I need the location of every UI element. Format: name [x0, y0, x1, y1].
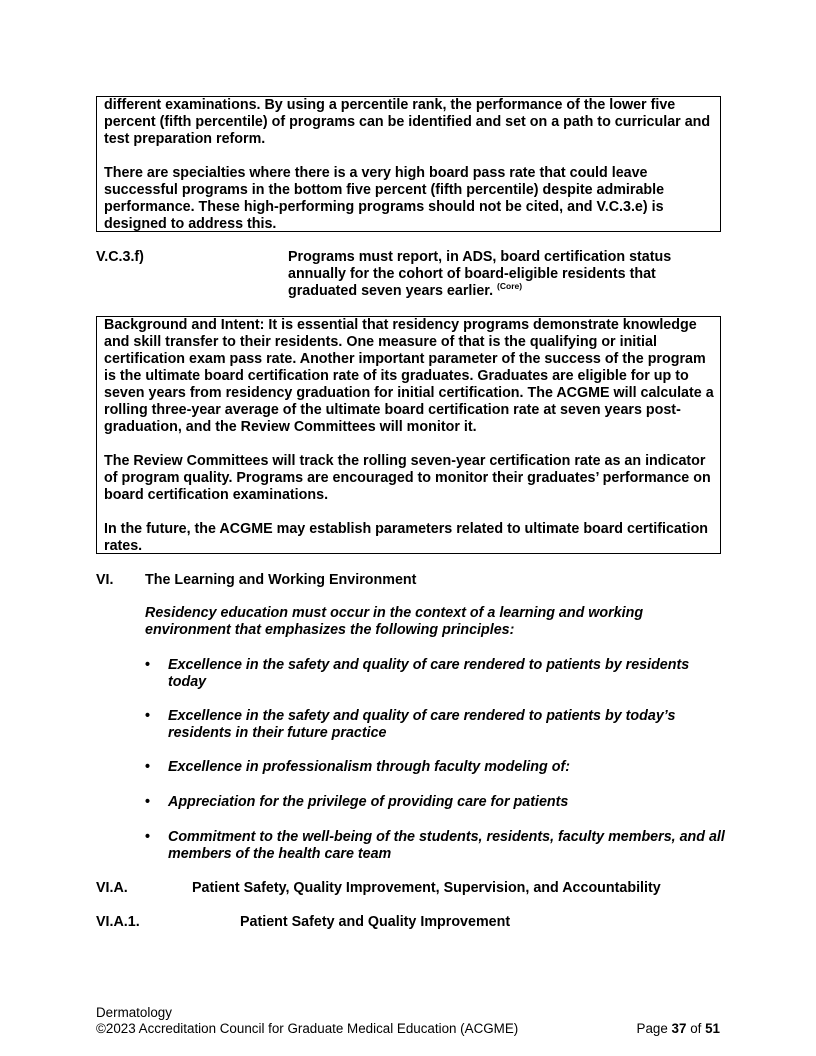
list-item: • Excellence in the safety and quality of care rendered to patients by today’s residents in their future practice — [145, 708, 676, 741]
bullet-icon: • — [145, 657, 151, 673]
page-footer — [96, 1005, 720, 1036]
bullet-icon: • — [145, 829, 151, 845]
section-intro: Residency education must occur in the context of a learning and working environment that emphasizes the following principles: — [145, 605, 644, 638]
list-item: • Commitment to the well-being of the students, residents, faculty members, and all members of the health care team — [145, 829, 725, 862]
intent-paragraph: The Review Committees will track the rolling seven-year certification rate as an indicator of program quality. Programs are encouraged to monitor their graduates’ performance on board certification examinations. — [104, 453, 711, 503]
requirement-tag: (Core) — [497, 281, 523, 291]
background-intent-box — [96, 316, 721, 554]
page-current: 37 — [671, 1020, 687, 1036]
requirement-body: Programs must report, in ADS, board certification status annually for the cohort of board-eligible residents that graduated seven years earlier. — [288, 249, 672, 299]
page-total: 51 — [705, 1020, 720, 1036]
intent-paragraph: different examinations. By using a percentile rank, the performance of the lower five percent (fifth percentile) of programs can be identified and set on a path to curricular and test preparation reform. — [104, 97, 711, 147]
bullet-icon: • — [145, 794, 151, 810]
principles-list — [145, 657, 725, 863]
bullet-icon: • — [145, 708, 151, 724]
requirement-text — [288, 249, 708, 300]
bullet-icon: • — [145, 759, 151, 775]
footer-copyright: ©2023 Accreditation Council for Graduate Medical Education (ACGME) — [96, 1020, 519, 1036]
list-item: • Excellence in the safety and quality of care rendered to patients by residents today — [145, 657, 690, 690]
intent-box-continued — [96, 96, 721, 232]
page-number: Page 37 of 51 — [636, 1020, 720, 1036]
section-title: The Learning and Working Environment — [145, 572, 417, 588]
section-title: Patient Safety, Quality Improvement, Supervision, and Accountability — [192, 880, 661, 896]
requirement-number: V.C.3.f) — [96, 249, 144, 265]
section-number: VI. — [96, 572, 114, 588]
section-number: VI.A.1. — [96, 914, 140, 930]
intent-paragraph: There are specialties where there is a very high board pass rate that could leave successful programs in the bottom five percent (fifth percentile) despite admirable performance. These high-performing programs should not be cited, and V.C.3.e) is designed to address this. — [104, 165, 665, 232]
list-item: • Appreciation for the privilege of providing care for patients — [145, 794, 569, 810]
intent-paragraph: In the future, the ACGME may establish parameters related to ultimate board certification rates. — [104, 521, 709, 554]
section-title: Patient Safety and Quality Improvement — [240, 914, 511, 930]
footer-specialty: Dermatology — [96, 1005, 172, 1020]
section-number: VI.A. — [96, 880, 128, 896]
list-item: • Excellence in professionalism through faculty modeling of: — [145, 759, 570, 775]
intent-paragraph: Background and Intent: It is essential that residency programs demonstrate knowledge and skill transfer to their residents. One measure of that is the qualifying or initial certification exam pass rate. Another important parameter of the success of the program is the ultimate board certification rate of its graduates. Graduates are eligible for up to seven years from residency graduation for initial certification. The ACGME will calculate a rolling three-year average of the ultimate board certification rate at seven years post-graduation, and the Review Committees will monitor it. — [104, 317, 714, 435]
